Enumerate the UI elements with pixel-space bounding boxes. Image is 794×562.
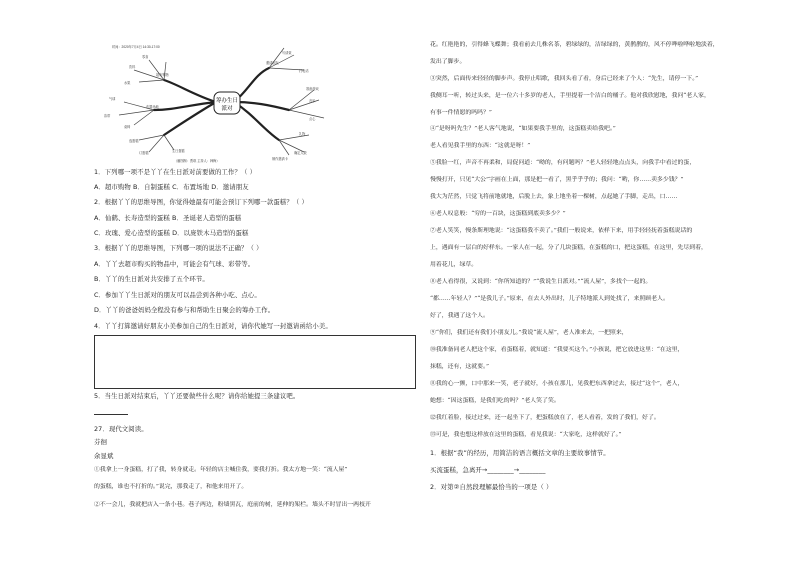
- svg-text:写请柬: 写请柬: [282, 51, 292, 55]
- question-3: 3．根据丫丫的思维导图，下列哪一项的说法不正确？（ ）: [94, 244, 263, 252]
- svg-text:确定人数: 确定人数: [294, 151, 307, 155]
- svg-text:点心: 点心: [309, 117, 316, 121]
- question-2-option-c: C．玫瑰、爱心造型的蛋糕 D．以庞铁木马造型的蛋糕: [94, 229, 249, 237]
- svg-text:零食: 零食: [142, 55, 149, 59]
- svg-text:制作邀请卡: 制作邀请卡: [272, 157, 288, 161]
- svg-text:生日蛋糕: 生日蛋糕: [172, 149, 185, 153]
- paragraph-1-line-2: 的蛋糕，谁也不打折的。”说完，那我走了，和他来用开了。: [94, 484, 248, 490]
- right-question-1: 1．根据“我”的经历，用简洁的语言概括文章的主要故事情节。: [430, 449, 610, 457]
- svg-text:超市购物: 超市购物: [156, 73, 169, 77]
- svg-text:水果: 水果: [124, 81, 131, 85]
- question-3-option-d: D．丫丫的爸爸妈妈全程没有参与和帮助生日聚会的筹办工作。: [94, 306, 275, 314]
- svg-text:气球: 气球: [109, 97, 116, 101]
- paragraph-1-line-1: ①我拿上一身蛋糕，打了我，转身就走。年轻的店主喊住我，要我打折。我太方地一笑：“流人屋”: [94, 467, 348, 473]
- right-question-1-fill[interactable]: 买流蛋糕，急离开→________→________: [430, 466, 546, 474]
- svg-text:选蛋糕: 选蛋糕: [129, 139, 139, 143]
- mind-map-diagram: [94, 40, 339, 165]
- svg-text:派对: 派对: [221, 106, 233, 112]
- svg-text:音乐: 音乐: [309, 99, 316, 103]
- svg-text:订蛋糕: 订蛋糕: [139, 151, 149, 155]
- passage-author: 余显斌: [94, 452, 114, 460]
- mindmap-top-note: 时间：2020年7月4日 14:30-17:00: [112, 45, 160, 49]
- svg-text:彩带: 彩带: [104, 114, 111, 118]
- section-heading: 27．现代文阅读。: [94, 425, 148, 433]
- passage-title: 芬徊: [94, 438, 107, 446]
- mindmap-center: 筹办生日: [215, 98, 239, 104]
- svg-text:饮料: 饮料: [129, 65, 136, 69]
- question-2-option-a: A．仙鹤、长寿造型的蛋糕 B．圣诞老人造型的蛋糕: [94, 214, 242, 222]
- question-5: 5．当生日派对结束后，丫丫还要做些什么呢？请你给她提三条建议吧。: [94, 392, 300, 400]
- svg-text:准备游戏: 准备游戏: [306, 87, 319, 91]
- question-2: 2．根据丫丫的思维导图，你觉得她最有可能会预订下列哪一款蛋糕？（ ）: [94, 198, 308, 206]
- question-3-option-a: A．丫丫去超市购买的物品中，可能会有气球、彩带等。: [94, 260, 255, 268]
- answer-box[interactable]: [94, 335, 416, 389]
- question-3-option-c: C．参加丫丫生日派对的朋友可以品尝到各种小吃、点心。: [94, 291, 261, 299]
- answer-line[interactable]: [94, 414, 128, 415]
- question-1-options: A．超市购物 B．自制蛋糕 C．布置场地 D．邀请朋友: [94, 183, 249, 191]
- svg-text:桌椅: 桌椅: [124, 125, 131, 129]
- svg-text:布置场地: 布置场地: [146, 105, 159, 109]
- svg-text:邀请朋友: 邀请朋友: [266, 61, 279, 65]
- mindmap-caption: （藤图制：贾琪 主持人：韩梅）: [174, 159, 220, 163]
- question-1: 1．下列哪一项不是丫丫在生日派对前要做的工作？（ ）: [94, 168, 257, 176]
- right-question-2: 2．对第②自然段理解最恰当的一项是（ ）: [430, 483, 553, 491]
- question-4: 4．丫丫打算邀请好朋友小美参加自己的生日派对，请你代她写一封邀请函给小美。: [94, 322, 332, 330]
- svg-text:礼物: 礼物: [299, 132, 306, 136]
- question-3-option-b: B．丫丫的生日派对共安排了五个环节。: [94, 275, 209, 283]
- paragraph-2: ②不一会儿，我就把店入一条小巷。巷子两边，粉墙黑瓦，庭前的树，延伸的架栏。墙头不时冒出一两枝开: [94, 502, 371, 508]
- svg-text:打电话: 打电话: [299, 69, 309, 73]
